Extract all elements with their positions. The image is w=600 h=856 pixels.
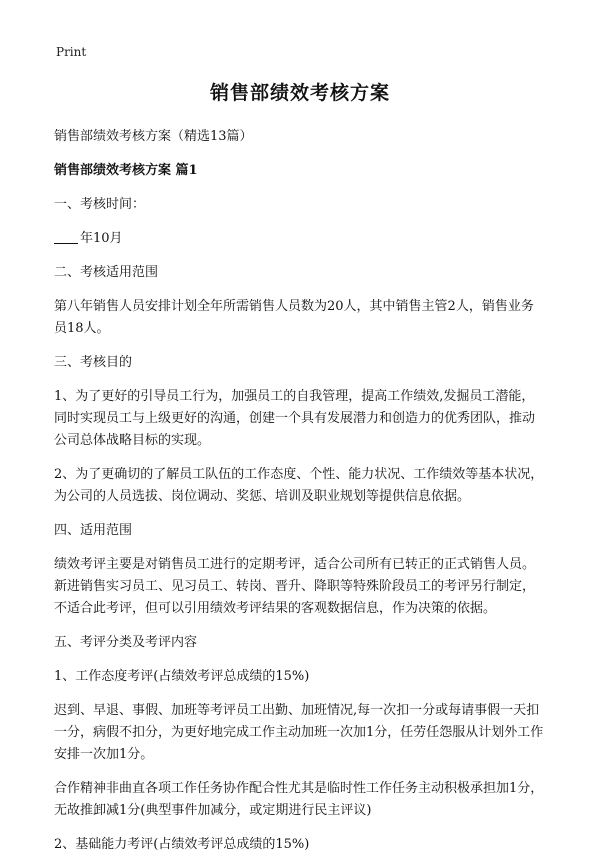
section-heading: 销售部绩效考核方案 篇1 [54, 163, 198, 178]
purpose-heading: 三、考核目的 [54, 355, 133, 370]
time-value: 年10月 [80, 231, 123, 246]
scope-heading: 二、考核适用范围 [54, 265, 159, 280]
time-heading: 一、考核时间： [54, 197, 146, 212]
document-subtitle: 销售部绩效考核方案（精选13篇） [54, 129, 253, 144]
scope-body: 第八年销售人员安排计划全年所需销售人员数为20人，其中销售主管2人，销售业务员18人。 [54, 299, 534, 336]
year-blank-underline [54, 229, 78, 244]
print-label: Print [56, 45, 87, 59]
attitude-heading: 1、工作态度考评(占绩效考评总成绩的15%) [54, 669, 310, 684]
ability-heading: 2、基础能力考评(占绩效考评总成绩的15%) [54, 837, 310, 852]
attitude-body-2: 合作精神非曲直各项工作任务协作配合性尤其是临时性工作任务主动积极承担加1分，无故推卸减1分(典型事件加减分，或定期进行民主评议) [54, 781, 544, 818]
attitude-body-1: 迟到、早退、事假、加班等考评员工出勤、加班情况,每一次扣一分或每请事假一天扣一分，病假不扣分，为更好地完成工作主动加班一次加1分，任劳任怨服从计划外工作安排一次加1分。 [54, 703, 544, 762]
apply-body: 绩效考评主要是对销售员工进行的定期考评，适合公司所有已转正的正式销售人员。新进销售实习员工、见习员工、转岗、晋升、降职等特殊阶段员工的考评另行制定，不适合此考评，但可以引用绩效考评结果的客观数据信息，作为决策的依据。 [54, 557, 536, 616]
purpose-item-2: 2、为了更确切的了解员工队伍的工作态度、个性、能力状况、工作绩效等基本状况，为公司的人员选拔、岗位调动、奖惩、培训及职业规划等提供信息依据。 [54, 467, 544, 504]
apply-heading: 四、适用范围 [54, 523, 133, 538]
time-value-line [54, 228, 546, 250]
document-title: 销售部绩效考核方案 [209, 82, 390, 104]
purpose-item-1: 1、为了更好的引导员工行为，加强员工的自我管理，提高工作绩效,发掘员工潜能，同时实现员工与上级更好的沟通，创建一个具有发展潜力和创造力的优秀团队，推动公司总体战略目标的实现。 [54, 389, 536, 448]
content-heading: 五、考评分类及考评内容 [54, 635, 198, 650]
